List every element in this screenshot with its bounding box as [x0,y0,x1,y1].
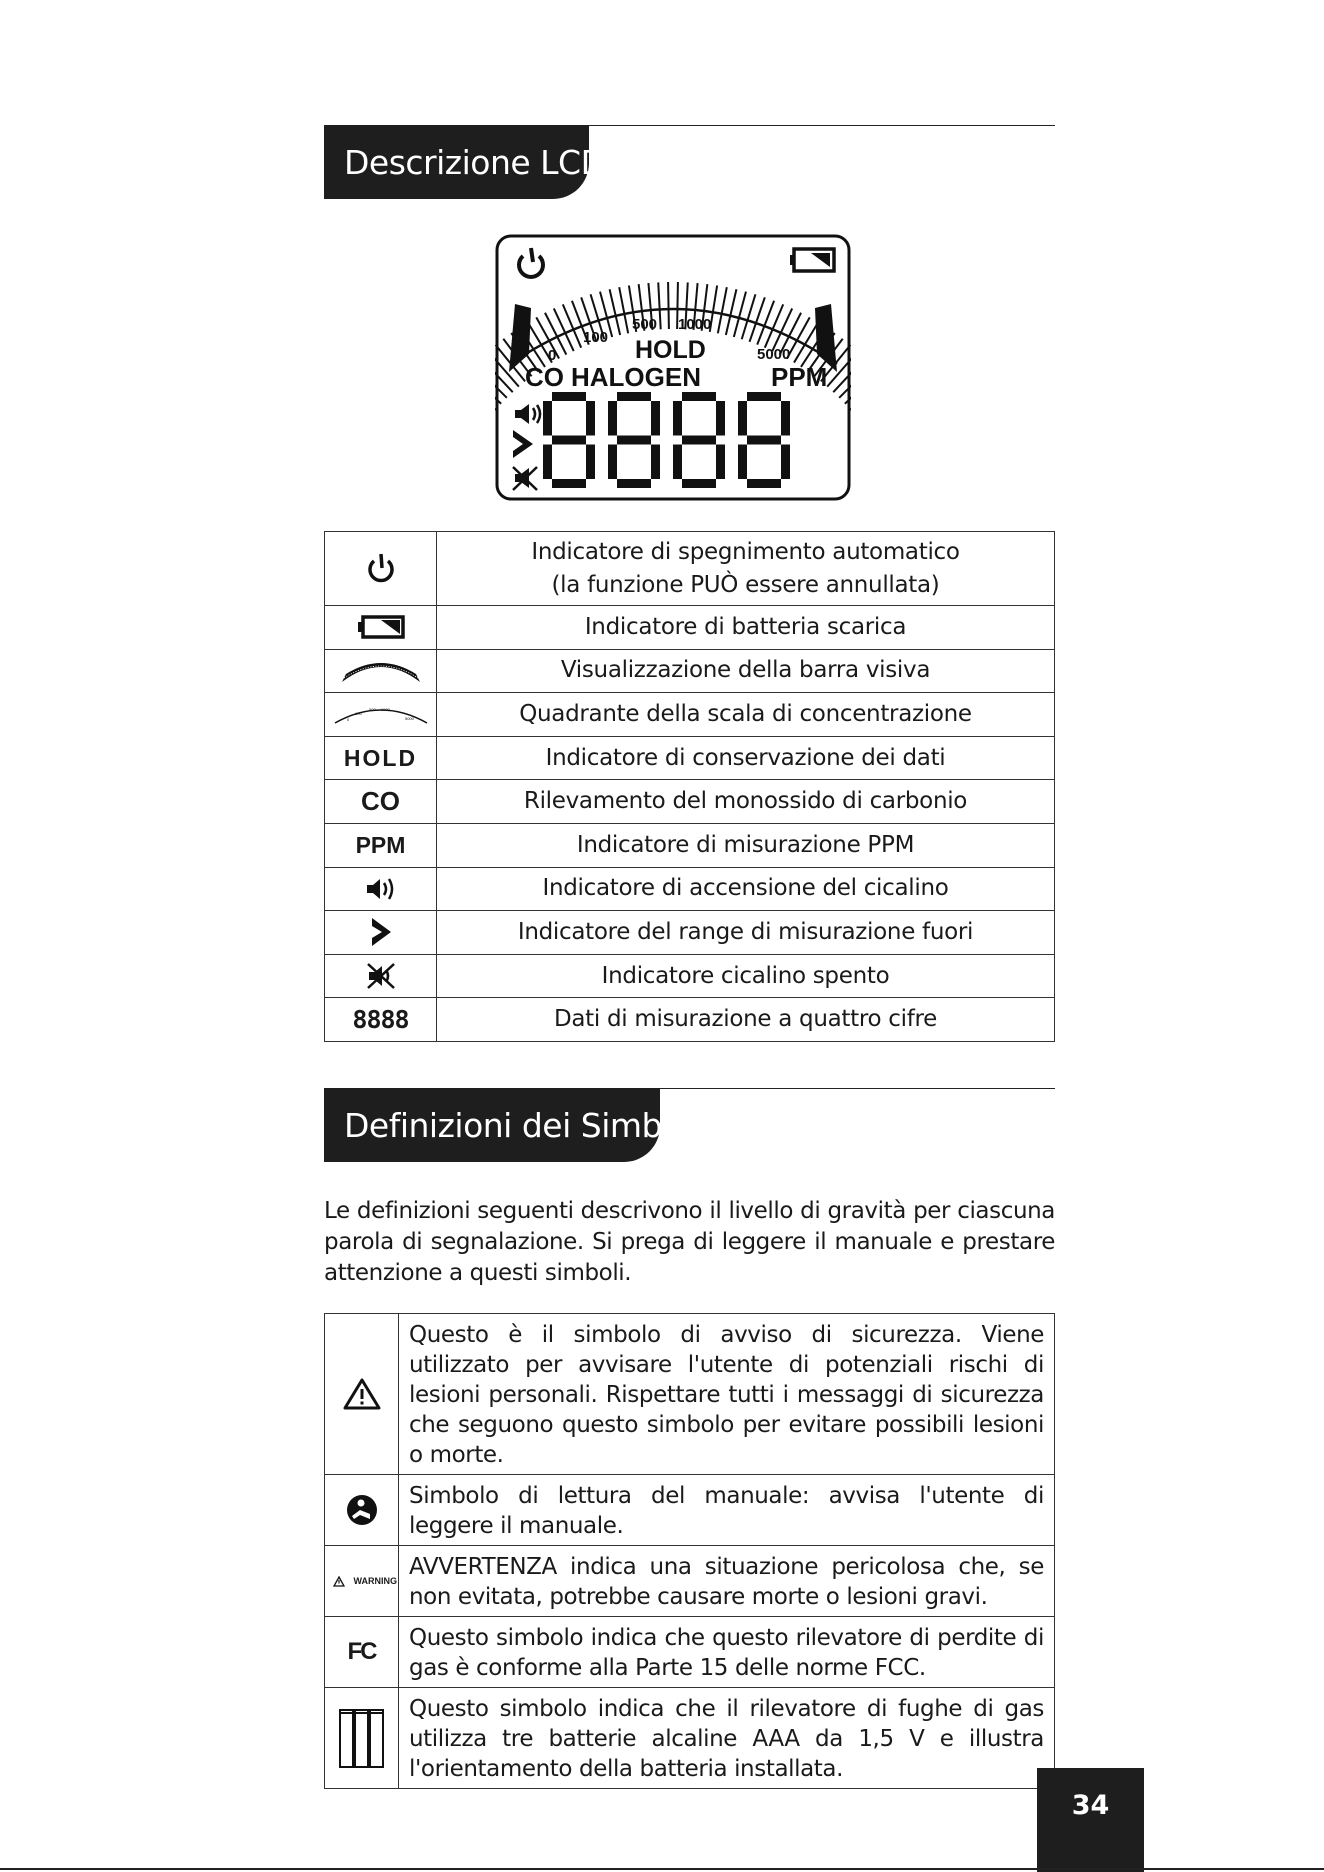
table-row [325,1475,1055,1546]
digit-segment [738,401,747,436]
digit-segment [716,445,725,480]
table-text: Simbolo di lettura del manuale: avvisa l'utente di leggere il manuale. [399,1475,1055,1546]
table-text: Indicatore cicalino spento [437,954,1055,998]
hold-label: HOLD [343,744,418,771]
ppm-indicator: PPM [771,362,828,392]
table-row [325,954,1055,998]
table-text: Quadrante della scala di concentrazione [437,693,1055,737]
digit-segment [651,401,660,436]
digit-segment [673,401,682,436]
table-row [325,606,1055,650]
digit-segment [781,401,790,436]
table-row [325,532,1055,606]
svg-text:500: 500 [368,707,376,713]
table-text: Questo simbolo indica che il rilevatore di fughe di gas utilizza tre batterie alcaline AAA da 1,5 V e illustra l'orientamento della batteria installata. [399,1688,1055,1789]
digit-segment [673,445,682,480]
bargraph-icon [340,658,422,684]
digit-segment [543,445,552,480]
table-row [325,911,1055,955]
svg-text:0: 0 [346,717,349,723]
digit-segment [682,392,716,401]
table-text: AVVERTENZA indica una situazione pericolosa che, se non evitata, potrebbe causare morte o lesioni gravi. [399,1546,1055,1617]
table-row [325,693,1055,737]
digit-segment [552,479,586,488]
table-row [325,1617,1055,1688]
table-row [325,649,1055,693]
digit-segment [586,445,595,480]
table-text: Rilevamento del monossido di carbonio [437,780,1055,824]
greater-than-icon [370,917,392,947]
intro-paragraph: Le definizioni seguenti descrivono il livello di gravità per ciascuna parola di segnalazione. Si prega di leggere il manuale e prestare attenzione a questi simboli. [324,1198,1055,1286]
digit-segment [747,436,781,445]
section-title-lcd: Descrizione LCD [324,125,589,199]
digit-segment [608,401,617,436]
table-text: (la funzione PUÒ essere annullata) [551,571,940,598]
table-text: Indicatore del range di misurazione fuori [437,911,1055,955]
table-row [325,867,1055,911]
digit-segment [586,401,595,436]
page-number: 34 [1037,1768,1144,1872]
digit-segment [682,479,716,488]
digit-segment [651,445,660,480]
hold-indicator: HOLD [635,336,706,364]
ppm-label: PPM [355,831,406,858]
battery-icon [357,614,405,640]
scale-dial-icon [333,701,429,727]
scale-100: 100 [583,329,609,346]
digit-segment [617,392,651,401]
table-text: Indicatore di misurazione PPM [437,823,1055,867]
table-row [325,998,1055,1042]
svg-text:1000: 1000 [380,707,390,713]
scale-5000: 5000 [757,346,791,363]
table-row [325,823,1055,867]
page-bottom-rule [0,1868,1324,1870]
section-title-symbols: Definizioni dei Simboli [324,1088,660,1162]
table-text: Dati di misurazione a quattro cifre [437,998,1055,1042]
table-text: Indicatore di spegnimento automatico [531,538,960,565]
digit-segment [552,392,586,401]
table-text: Questo simbolo indica che questo rilevatore di perdite di gas è conforme alla Parte 15 delle norme FCC. [399,1617,1055,1688]
table-row [325,736,1055,780]
digits-icon: 8888 [352,1005,409,1035]
warning-label-text: WARNING [353,1576,397,1586]
warning-triangle-icon [342,1377,382,1411]
digit-segment [747,479,781,488]
table-row [325,1546,1055,1617]
digit-segment [738,445,747,480]
co-label: CO [361,786,400,817]
digit-segment [608,445,617,480]
lcd-display-illustration [495,234,851,501]
digit-segment [716,401,725,436]
warning-label-icon [326,1576,397,1587]
table-text: Visualizzazione della barra visiva [437,649,1055,693]
table-row [325,780,1055,824]
scale-0: 0 [548,347,557,364]
table-text: Indicatore di conservazione dei dati [437,736,1055,780]
speaker-off-icon [365,962,397,990]
power-icon [364,552,398,586]
table-text: Questo è il simbolo di avviso di sicurezza. Viene utilizzato per avvisare l'utente di potenziali rischi di lesioni personali. Rispettare tutti i messaggi di sicurezza che seguono questo simbolo per evitare possibili lesioni o morte. [399,1314,1055,1475]
lcd-description-table [324,531,1055,1042]
table-text: Indicatore di batteria scarica [437,606,1055,650]
digit-segment [747,392,781,401]
digit-segment [617,479,651,488]
digit-segment [552,436,586,445]
symbols-table [324,1313,1055,1789]
digit-segment [543,401,552,436]
scale-500: 500 [632,316,658,333]
batteries-icon [337,1707,387,1769]
table-text: Indicatore di accensione del cicalino [437,867,1055,911]
digit-segment [781,445,790,480]
digit-segment [682,436,716,445]
table-row [325,1314,1055,1475]
bargraph-segment [668,282,669,329]
speaker-on-icon [365,877,397,901]
svg-text:100: 100 [354,711,362,717]
svg-text:5000: 5000 [404,716,414,722]
halogen-indicator: HALOGEN [571,362,701,392]
table-row [325,1688,1055,1789]
scale-1000: 1000 [678,316,712,333]
co-indicator: CO [525,362,564,392]
digit-segment [617,436,651,445]
fcc-icon: FC [347,1638,376,1665]
read-manual-icon [346,1494,378,1526]
